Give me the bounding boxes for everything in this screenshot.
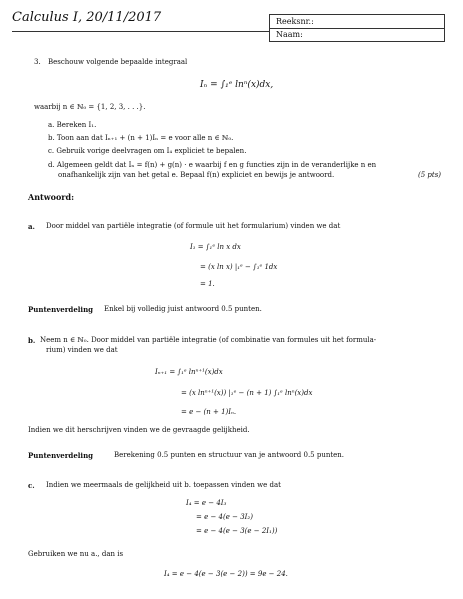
puntenverdeling-a-text: Enkel bij volledig juist antwoord 0.5 punten. xyxy=(104,305,262,313)
page-title: Calculus I, 20/11/2017 xyxy=(12,10,162,25)
answer-a-label: a. xyxy=(28,222,35,231)
answer-c-eq2: = e − 4(e − 3I₂) xyxy=(196,513,253,521)
subquestion-c: c. Gebruik vorige deelvragen om I₄ expliciet te bepalen. xyxy=(48,147,247,155)
subquestion-d-line2: onafhankelijk zijn van het getal e. Bepaal f(n) expliciet en bewijs je antwoord. xyxy=(58,171,335,179)
student-id-box xyxy=(269,14,445,42)
answer-b-eq1: Iₙ₊₁ = ∫₁ᵉ lnⁿ⁺¹(x)dx xyxy=(155,368,223,376)
answer-c-eq3: = e − 4(e − 3(e − 2I₁)) xyxy=(196,527,278,535)
question-intro: Beschouw volgende bepaalde integraal xyxy=(48,58,188,66)
answer-c-after: Gebruiken we nu a., dan is xyxy=(28,550,124,558)
answer-c-final: I₄ = e − 4(e − 3(e − 2)) = 9e − 24. xyxy=(164,570,288,578)
answer-a-eq1: I₁ = ∫₁ᵉ ln x dx xyxy=(190,243,241,251)
header-rule xyxy=(12,31,269,32)
answer-c-label: c. xyxy=(28,481,35,490)
answer-c-eq1: I₄ = e − 4I₃ xyxy=(186,499,227,507)
answer-a-eq3: = 1. xyxy=(200,280,215,288)
points-label: (5 pts) xyxy=(418,171,442,179)
id-box-divider xyxy=(270,28,444,29)
answer-c-text: Indien we meermaals de gelijkheid uit b. toepassen vinden we dat xyxy=(46,481,281,489)
question-integral: Iₙ = ∫₁ᵉ lnⁿ(x)dx, xyxy=(200,80,274,90)
answer-b-label: b. xyxy=(28,336,36,345)
answer-b-text1: Neem n ∈ ℕ₀. Door middel van partiële integratie (of combinatie van formules uit het formula- xyxy=(40,336,377,344)
reeksnr-field: Reeksnr.: xyxy=(276,17,314,26)
question-number: 3. xyxy=(34,58,41,66)
question-domain: waarbij n ∈ ℕ₀ = {1, 2, 3, . . .}. xyxy=(34,103,146,111)
answer-heading: Antwoord: xyxy=(28,192,75,202)
puntenverdeling-b-label: Puntenverdeling xyxy=(28,451,94,460)
subquestion-d-line1: d. Algemeen geldt dat Iₙ = f(n) + g(n) · e waarbij f en g functies zijn in de veranderlijke n en xyxy=(48,161,377,169)
naam-field: Naam: xyxy=(276,30,303,39)
answer-b-eq2: = (x lnⁿ⁺¹(x)) |₁ᵉ − (n + 1) ∫₁ᵉ lnⁿ(x)dx xyxy=(181,389,313,397)
subquestion-a: a. Bereken I₁. xyxy=(48,121,97,129)
answer-b-after: Indien we dit herschrijven vinden we de gevraagde gelijkheid. xyxy=(28,426,250,434)
answer-a-text: Door middel van partiële integratie (of formule uit het formularium) vinden we dat xyxy=(46,222,341,230)
puntenverdeling-a-label: Puntenverdeling xyxy=(28,305,94,314)
answer-b-text2: rium) vinden we dat xyxy=(46,346,118,354)
puntenverdeling-b-text: Berekening 0.5 punten en structuur van je antwoord 0.5 punten. xyxy=(114,451,345,459)
answer-a-eq2: = (x ln x) |₁ᵉ − ∫₁ᵉ 1dx xyxy=(200,263,278,271)
subquestion-b: b. Toon aan dat Iₙ₊₁ + (n + 1)Iₙ = e voor alle n ∈ ℕ₀. xyxy=(48,134,234,142)
answer-b-eq3: = e − (n + 1)Iₙ. xyxy=(181,408,237,416)
